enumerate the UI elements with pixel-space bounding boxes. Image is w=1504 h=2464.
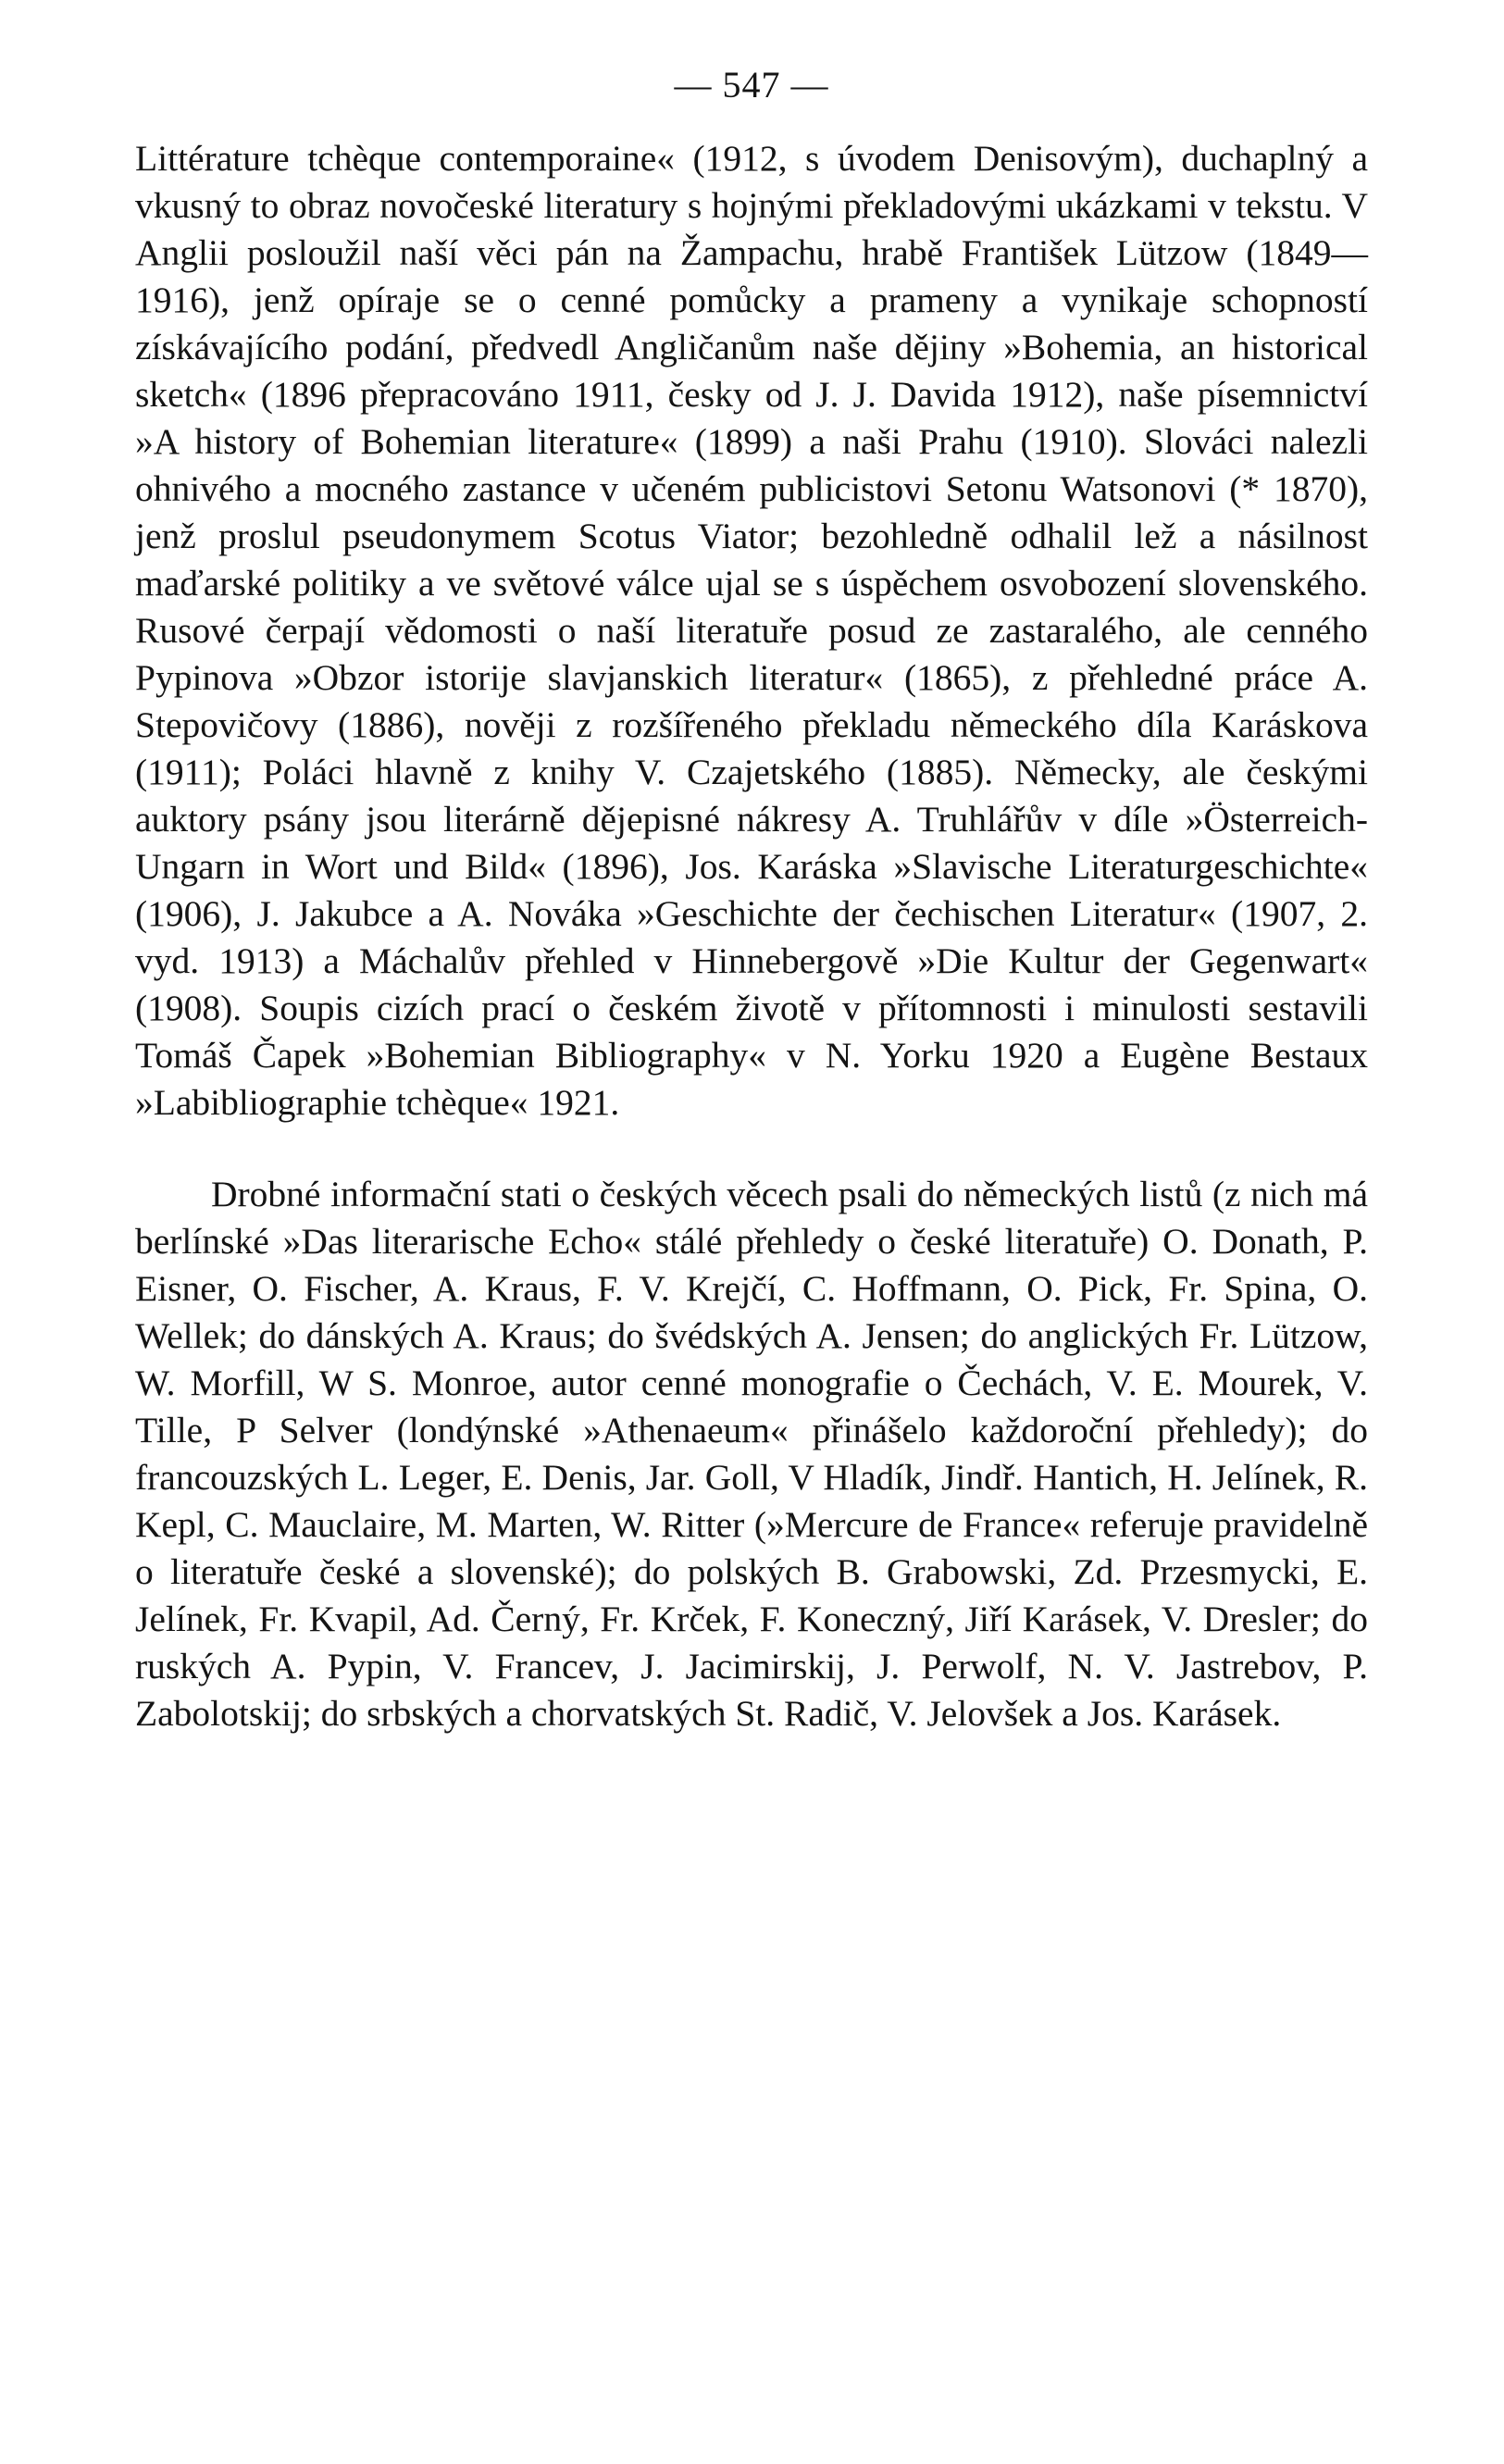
paragraph-informational-articles: Drobné informační stati o českých věcech psali do německých listů (z nich má berlínské »Das literarische Echo« stálé přehledy o české literatuře) O. Donath, P. Eisner, O. Fischer, A. Kraus, F. V. Krejčí, C. Hoffmann, O. Pick, Fr. Spina, O. Wellek; do dánských A. Kraus; do švédských A. Jensen; do anglických Fr. Lützow, W. Morfill, W S. Monroe, autor cenné monografie o Čechách, V. E. Mourek, V. Tille, P Selver (londýnské »Athenaeum« přinášelo každoroční přehledy); do francouzských L. Leger, E. Denis, Jar. Goll, V Hladík, Jindř. Hantich, H. Jelínek, R. Kepl, C. Mauclaire, M. Marten, W. Ritter (»Mercure de France« referuje pravidelně o literatuře české a slovenské); do polských B. Grabowski, Zd. Przesmycki, E. Jelínek, Fr. Kvapil, Ad. Černý, Fr. Krček, F. Koneczný, Jiří Karásek, V. Dresler; do ruských A. Pypin, V. Francev, J. Jacimirskij, J. Perwolf, N. V. Jastrebov, P. Zabolotskij; do srbských a chorvatských St. Radič, V. Jelovšek a Jos. Karásek.	[135, 1174, 1368, 1734]
page-number: — 547 —	[674, 64, 829, 106]
book-page	[135, 57, 1368, 1737]
paragraph-foreign-histories: Littérature tchèque contemporaine« (1912, s úvodem Denisovým), duchaplný a vkusný to obraz novočeské literatury s hojnými překladovými ukázkami v tekstu. V Anglii posloužil naší věci pán na Žampachu, hrabě František Lützow (1849—1916), jenž opíraje se o cenné pomůcky a prameny a vynikaje schopností získávajícího podání, předvedl Angličanům naše dějiny »Bohemia, an historical sketch« (1896 přepracováno 1911, česky od J. J. Davida 1912), naše písemnictví »A history of Bohemian literature« (1899) a naši Prahu (1910). Slováci nalezli ohnivého a mocného zastance v učeném publicistovi Setonu Watsonovi (* 1870), jenž proslul pseudonymem Scotus Viator; bezohledně odhalil lež a násilnost maďarské politiky a ve světové válce ujal se s úspěchem osvobození slovenského. Rusové čerpají vědomosti o naší literatuře posud ze zastaralého, ale cenného Pypinova »Obzor istorije slavjanskich literatur« (1865), z přehledné práce A. Stepovičovy (1886), nověji z rozšířeného překladu německého díla Karáskova (1911); Poláci hlavně z knihy V. Czajetského (1885). Německy, ale českými auktory psány jsou literárně dějepisné nákresy A. Truhlářův v díle »Österreich-Ungarn in Wort und Bild« (1896), Jos. Karáska »Slavische Literaturgeschichte« (1906), J. Jakubce a A. Nováka »Geschichte der čechischen Literatur« (1907, 2. vyd. 1913) a Máchalův přehled v Hinnebergově »Die Kultur der Gegenwart« (1908). Soupis cizích prací o českém životě v přítomnosti i minulosti sestavili Tomáš Čapek »Bohemian Bibliography« v N. Yorku 1920 a Eugène Bestaux »Labibliographie tchèque« 1921.	[135, 138, 1368, 1123]
